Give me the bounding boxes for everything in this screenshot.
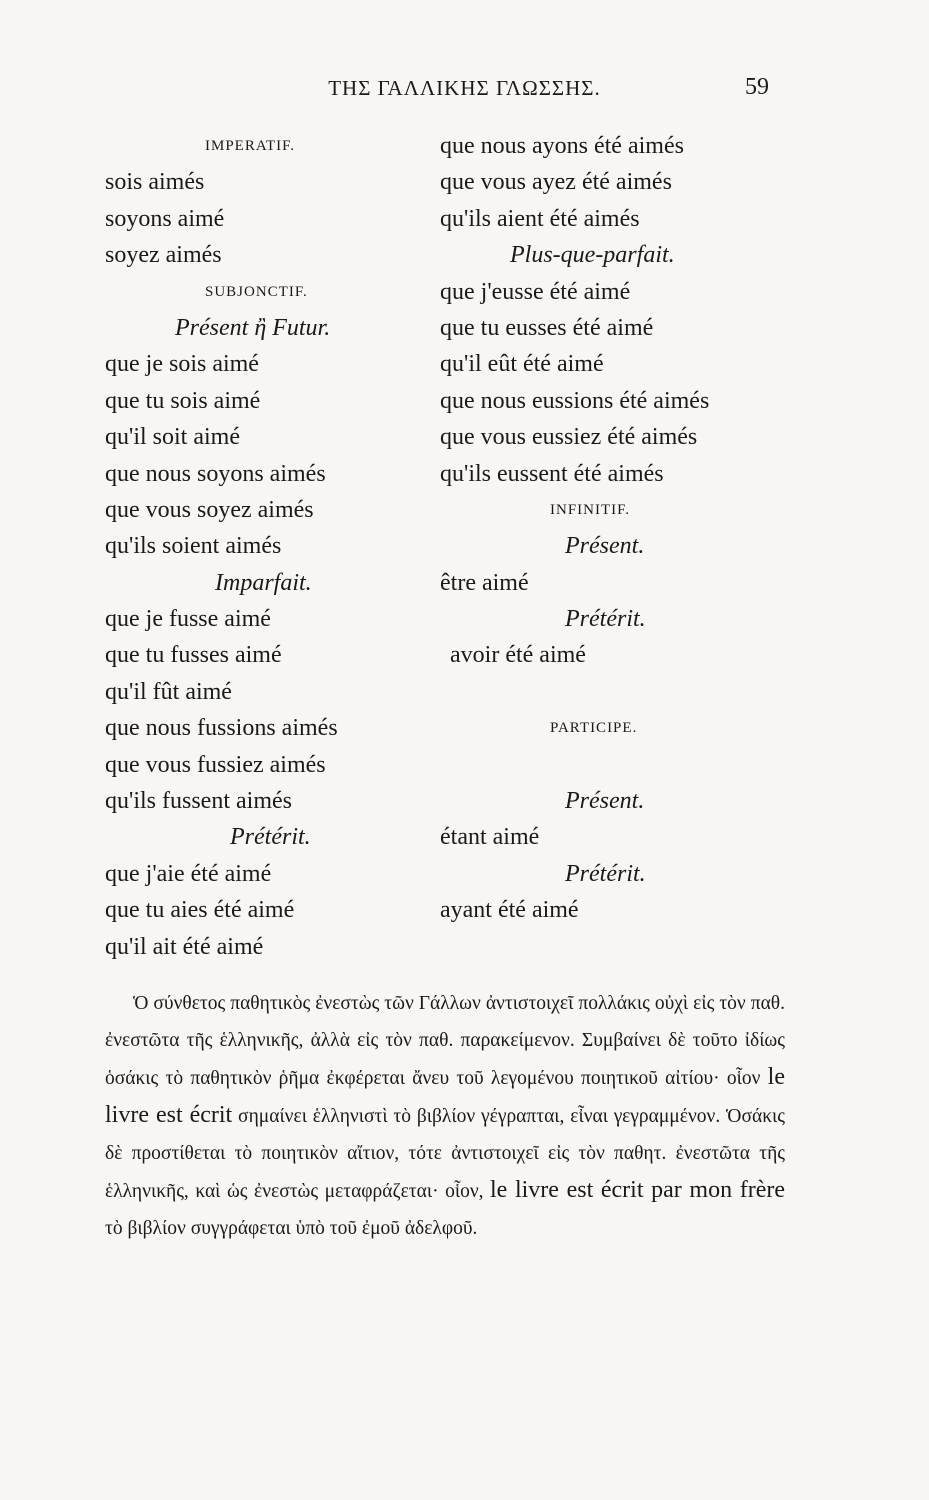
- conjugation-line: [440, 747, 840, 783]
- conjugation-line: que tu eusses été aimé: [440, 314, 654, 341]
- conjugation-line: qu'ils aient été aimés: [440, 205, 640, 232]
- section-heading: Prétérit.: [230, 824, 311, 851]
- conjugation-line: qu'il ait été aimé: [105, 933, 264, 960]
- conjugation-line: que vous fussiez aimés: [105, 751, 326, 778]
- conjugation-line: que j'eusse été aimé: [440, 278, 631, 305]
- conjugation-line: [440, 674, 840, 710]
- section-heading: Présent.: [565, 788, 645, 815]
- conjugation-line: qu'il soit aimé: [105, 424, 240, 451]
- section-heading: Prétérit.: [565, 606, 646, 633]
- conjugation-line: que nous eussions été aimés: [440, 387, 710, 414]
- section-heading: Présent ἢ Futur.: [175, 314, 331, 341]
- conjugation-line: être aimé: [440, 569, 529, 596]
- conjugation-line: qu'ils soient aimés: [105, 533, 282, 560]
- conjugation-line: que tu fusses aimé: [105, 642, 282, 669]
- note-french-example-2: le livre est écrit par mon frère: [490, 1177, 785, 1203]
- note-text-part-3: τὸ βιβλίον συγγράφεται ὑπὸ τοῦ ἐμοῦ ἀδελφοῦ.: [105, 1218, 478, 1239]
- running-header-title: ΤΗΣ ΓΑΛΛΙΚΗΣ ΓΛΩΣΣΗΣ.: [328, 76, 601, 100]
- conjugation-line: que je sois aimé: [105, 351, 259, 378]
- conjugation-line: soyez aimés: [105, 242, 222, 269]
- conjugation-line: qu'il fût aimé: [105, 678, 232, 705]
- conjugation-line: que vous eussiez été aimés: [440, 424, 698, 451]
- conjugation-line: qu'ils eussent été aimés: [440, 460, 664, 487]
- note-text-part-1: Ὁ σύνθετος παθητικὸς ἐνεστὼς τῶν Γάλλων ἀντιστοιχεῖ πολλάκις οὐχὶ εἰς τὸν παθ. ἐνεστῶτα τῆς ἑλληνικῆς, ἀλλὰ εἰς τὸν παθ. παρακείμενον. Συμβαίνει δὲ τοῦτο ἰδίως ὁσάκις τὸ παθητικὸν ῥῆμα ἐκφέρεται ἄνευ τοῦ λεγομένου ποιητικοῦ αἰτίου· οἷον: [105, 993, 785, 1089]
- section-heading: INFINITIF.: [550, 501, 631, 518]
- left-conjugation-column: [105, 128, 435, 965]
- section-heading: SUBJONCTIF.: [205, 283, 308, 300]
- conjugation-line: soyons aimé: [105, 205, 225, 232]
- conjugation-line: que vous ayez été aimés: [440, 169, 672, 196]
- conjugation-line: que vous soyez aimés: [105, 496, 314, 523]
- section-heading: Imparfait.: [215, 569, 312, 596]
- right-conjugation-column: [440, 128, 840, 929]
- note-text-part-2: σημαίνει ἑλληνιστὶ τὸ βιβλίον γέγραπται, εἶναι γεγραμμένον. Ὁσάκις δὲ προστίθεται τὸ ποιητικὸν αἴτιον, τότε ἀντιστοιχεῖ εἰς τὸν παθητ. ἐνεστῶτα τῆς ἑλληνικῆς, καὶ ὡς ἐνεστὼς μεταφράζεται· οἷον,: [105, 1106, 785, 1202]
- section-heading: Prétérit.: [565, 860, 646, 887]
- conjugation-line: que nous ayons été aimés: [440, 133, 684, 159]
- conjugation-line: que je fusse aimé: [105, 606, 271, 633]
- note-french-example-1: le livre est écrit: [105, 1064, 785, 1128]
- conjugation-line: qu'ils fussent aimés: [105, 788, 292, 815]
- conjugation-line: que tu sois aimé: [105, 387, 261, 414]
- greek-explanatory-note: [105, 985, 785, 1247]
- conjugation-line: que nous soyons aimés: [105, 460, 326, 487]
- conjugation-line: que j'aie été aimé: [105, 860, 272, 887]
- conjugation-line: avoir été aimé: [450, 642, 586, 669]
- conjugation-line: que nous fussions aimés: [105, 715, 338, 742]
- conjugation-line: que tu aies été aimé: [105, 897, 295, 924]
- note-paragraph: [105, 985, 785, 1247]
- section-heading: PARTICIPE.: [550, 720, 638, 737]
- section-heading: Plus-que-parfait.: [510, 242, 675, 269]
- conjugation-line: ayant été aimé: [440, 897, 579, 924]
- section-heading: IMPERATIF.: [205, 138, 296, 154]
- section-heading: Présent.: [565, 533, 645, 560]
- conjugation-line: sois aimés: [105, 169, 205, 196]
- conjugation-line: qu'il eût été aimé: [440, 351, 604, 378]
- page-number: 59: [745, 74, 769, 100]
- conjugation-line: étant aimé: [440, 824, 540, 851]
